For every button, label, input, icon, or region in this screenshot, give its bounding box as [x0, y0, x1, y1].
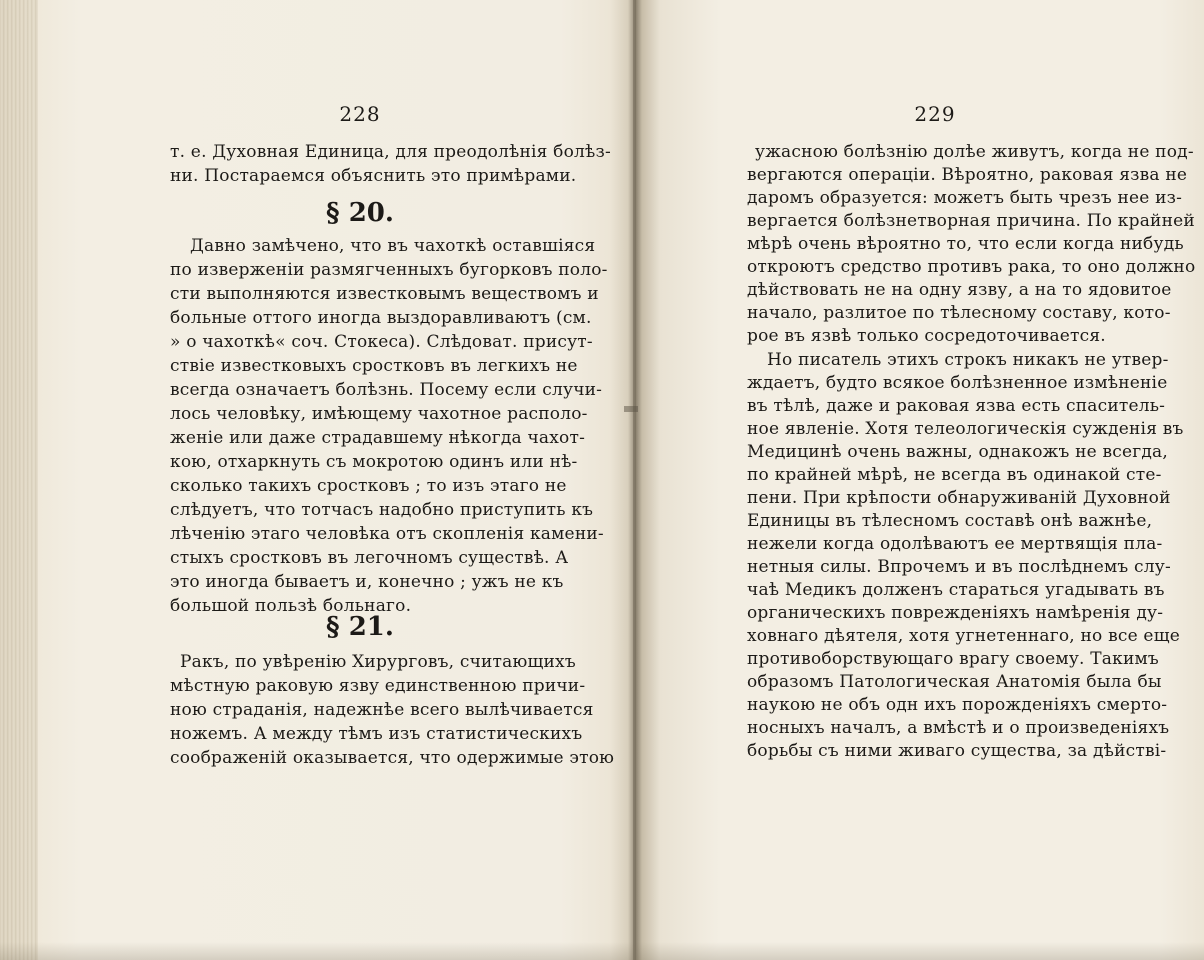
text-line: нежели когда одолѣваютъ ее мертвящія пла- — [747, 534, 1163, 554]
text-line: образомъ Патологическая Анатомія была бы — [747, 672, 1162, 692]
text-line: носныхъ началъ, а вмѣстѣ и о произведеніяхъ — [747, 718, 1170, 738]
text-line: ховнаго дѣятеля, хотя угнетеннаго, но все еще — [747, 626, 1180, 646]
text-line: вергается болѣзнетворная причина. По крайней — [747, 211, 1195, 231]
text-line: по изверженіи размягченныхъ бугорковъ поло- — [170, 260, 608, 280]
text-line: борьбы съ ними живаго существа, за дѣйстві- — [747, 741, 1167, 761]
text-line: сти выполняются известковымъ веществомъ и — [170, 284, 599, 304]
text-line: дѣйствовать не на одну язву, а на то ядовитое — [747, 280, 1172, 300]
page-number-right: 229 — [914, 102, 956, 126]
text-line: ни. Постараемся объяснить это примѣрами. — [170, 166, 577, 186]
text-line: мѣрѣ очень вѣроятно то, что если когда нибудь — [747, 234, 1184, 254]
section-heading-21: § 21. — [326, 612, 394, 642]
text-line: слѣдуетъ, что тотчасъ надобно приступить къ — [170, 500, 594, 520]
text-line: т. е. Духовная Единица, для преодолѣнія болѣз- — [170, 142, 611, 162]
page-edges — [0, 0, 38, 960]
text-line: по крайней мѣрѣ, не всегда въ одинакой сте- — [747, 465, 1162, 485]
text-line: чаѣ Медикъ долженъ стараться угадывать въ — [747, 580, 1165, 600]
section-heading-20: § 20. — [326, 198, 394, 228]
text-line: нетныя силы. Впрочемъ и въ послѣднемъ слу- — [747, 557, 1171, 577]
book-gutter — [633, 0, 636, 960]
text-line: органическихъ повреждeніяхъ намѣренія ду- — [747, 603, 1164, 623]
text-line: противоборствующаго врагу своему. Такимъ — [747, 649, 1159, 669]
text-line: Но писатель этихъ строкъ никакъ не утвер- — [767, 350, 1169, 370]
text-line: вергаются операціи. Вѣроятно, раковая язва не — [747, 165, 1188, 185]
text-line: соображеній оказывается, что одержимые этою — [170, 748, 615, 768]
text-line: ствіе известковыхъ сростковъ въ легкихъ не — [170, 356, 578, 376]
text-line: сколько такихъ сростковъ ; то изъ этаго не — [170, 476, 567, 496]
text-line: наукою не объ одн ихъ порожденіяхъ смерто- — [747, 695, 1168, 715]
text-line: мѣстную раковую язву единственною причи- — [170, 676, 586, 696]
text-line: ужасною болѣзнію долѣе живутъ, когда не под- — [755, 142, 1194, 162]
text-line: женіе или даже страдавшему нѣкогда чахот- — [170, 428, 586, 448]
text-line: Давно замѣчено, что въ чахоткѣ оставшіяся — [190, 236, 596, 256]
text-line: Ракъ, по увѣренію Хирурговъ, считающихъ — [180, 652, 576, 672]
page-number-left: 228 — [339, 102, 381, 126]
text-line: рое въ язвѣ только сосредоточивается. — [747, 326, 1106, 346]
text-line: въ тѣлѣ, даже и раковая язва есть спаситель- — [747, 396, 1166, 416]
text-line: ждаетъ, будто всякое болѣзненное измѣненіе — [747, 373, 1168, 393]
text-line: начало, разлитое по тѣлесному составу, кото- — [747, 303, 1171, 323]
text-line: лѣченію этаго человѣка отъ скопленія камени- — [170, 524, 604, 544]
text-line: лось человѣку, имѣющему чахотное располо- — [170, 404, 588, 424]
text-line: ною страданія, надежнѣе всего вылѣчивается — [170, 700, 594, 720]
text-line: больные оттого иногда выздоравливаютъ (см. — [170, 308, 592, 328]
text-line: ножемъ. А между тѣмъ изъ статистическихъ — [170, 724, 583, 744]
text-line: большой пользѣ больнаго. — [170, 596, 412, 616]
gutter-tab — [624, 406, 638, 412]
text-line: » о чахоткѣ« соч. Стокеса). Слѣдоват. присут- — [170, 332, 593, 352]
text-line: Единицы въ тѣлесномъ составѣ онѣ важнѣе, — [747, 511, 1153, 531]
text-line: даромъ образуется: можетъ быть чрезъ нее из- — [747, 188, 1183, 208]
text-line: кою, отхаркнуть съ мокротою одинъ или нѣ- — [170, 452, 578, 472]
bottom-shadow — [0, 942, 1204, 960]
text-line: пени. При крѣпости обнаруживаній Духовной — [747, 488, 1171, 508]
text-line: откроютъ средство противъ рака, то оно должно — [747, 257, 1196, 277]
text-line: Медицинѣ очень важны, однакожъ не всегда, — [747, 442, 1168, 462]
text-line: ное явленіе. Хотя телеологическія сужденія въ — [747, 419, 1184, 439]
text-line: всегда означаетъ болѣзнь. Посему если случи- — [170, 380, 603, 400]
text-line: это иногда бываетъ и, конечно ; ужъ не къ — [170, 572, 564, 592]
text-line: стыхъ сростковъ въ легочномъ существѣ. А — [170, 548, 569, 568]
